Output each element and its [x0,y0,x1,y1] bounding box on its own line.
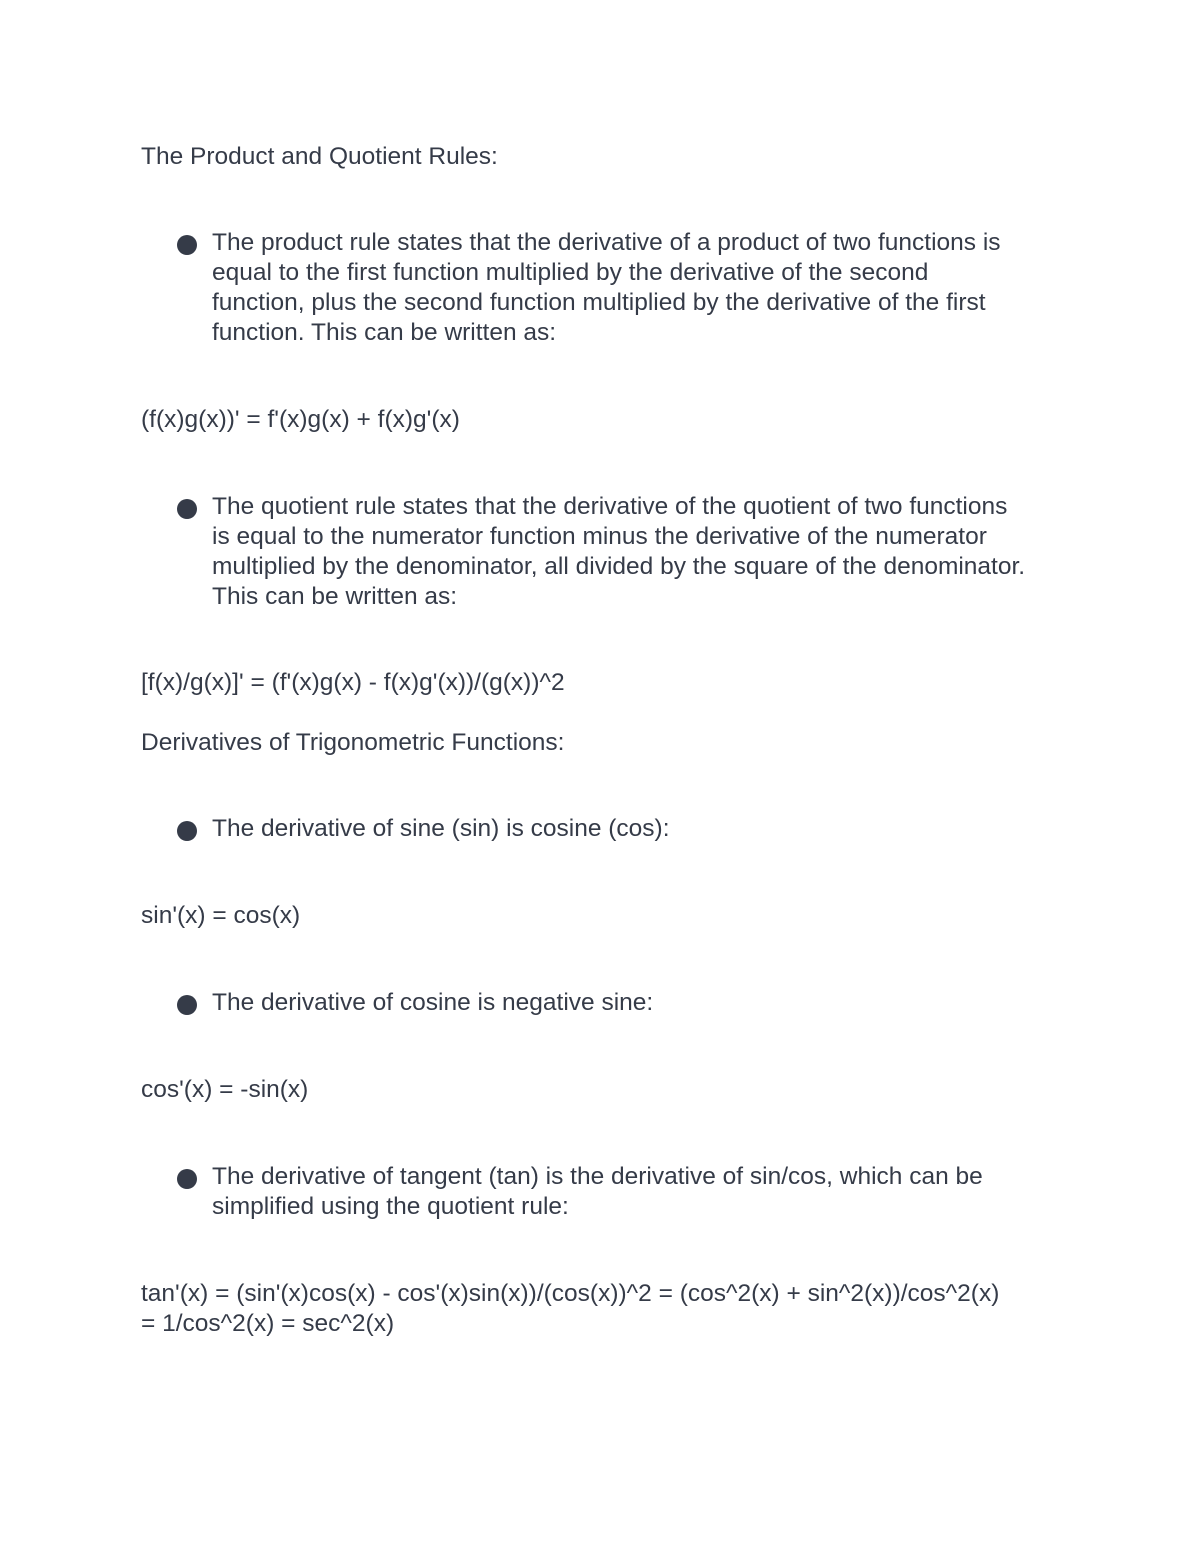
sine-derivative-description [212,814,670,844]
text-line: simplified using the quotient rule: [212,1193,569,1220]
bullet-icon [177,1169,197,1189]
product-rule-description [212,228,1001,348]
text-line: The quotient rule states that the derivative of the quotient of two functions [212,493,1008,520]
heading-trig-derivatives: Derivatives of Trigonometric Functions: [141,729,565,756]
product-rule-formula: (f(x)g(x))' = f'(x)g(x) + f(x)g'(x) [141,406,460,433]
text-line: function, plus the second function multiplied by the derivative of the first [212,289,986,316]
cosine-derivative-formula: cos'(x) = -sin(x) [141,1076,309,1103]
quotient-rule-description [212,492,1025,612]
sine-derivative-formula: sin'(x) = cos(x) [141,902,301,929]
bullet-icon [177,235,197,255]
text-line: The derivative of sine (sin) is cosine (cos): [212,815,670,842]
quotient-rule-formula: [f(x)/g(x)]' = (f'(x)g(x) - f(x)g'(x))/(g(x))^2 [141,669,565,696]
tangent-derivative-description [212,1162,983,1222]
bullet-icon [177,499,197,519]
tangent-derivative-formula-line-2: = 1/cos^2(x) = sec^2(x) [141,1310,395,1337]
text-line: This can be written as: [212,583,458,610]
text-line: multiplied by the denominator, all divided by the square of the denominator. [212,553,1026,580]
bullet-icon [177,995,197,1015]
heading-product-quotient-rules: The Product and Quotient Rules: [141,143,498,170]
text-line: The derivative of cosine is negative sine: [212,989,654,1016]
tangent-derivative-formula-line-1: tan'(x) = (sin'(x)cos(x) - cos'(x)sin(x))/(cos(x))^2 = (cos^2(x) + sin^2(x))/cos^2(x) [141,1280,1000,1307]
cosine-derivative-description [212,988,653,1018]
text-line: equal to the first function multiplied by the derivative of the second [212,259,929,286]
text-line: The product rule states that the derivative of a product of two functions is [212,229,1001,256]
text-line: function. This can be written as: [212,319,557,346]
bullet-icon [177,821,197,841]
text-line: is equal to the numerator function minus the derivative of the numerator [212,523,987,550]
text-line: The derivative of tangent (tan) is the derivative of sin/cos, which can be [212,1163,983,1190]
